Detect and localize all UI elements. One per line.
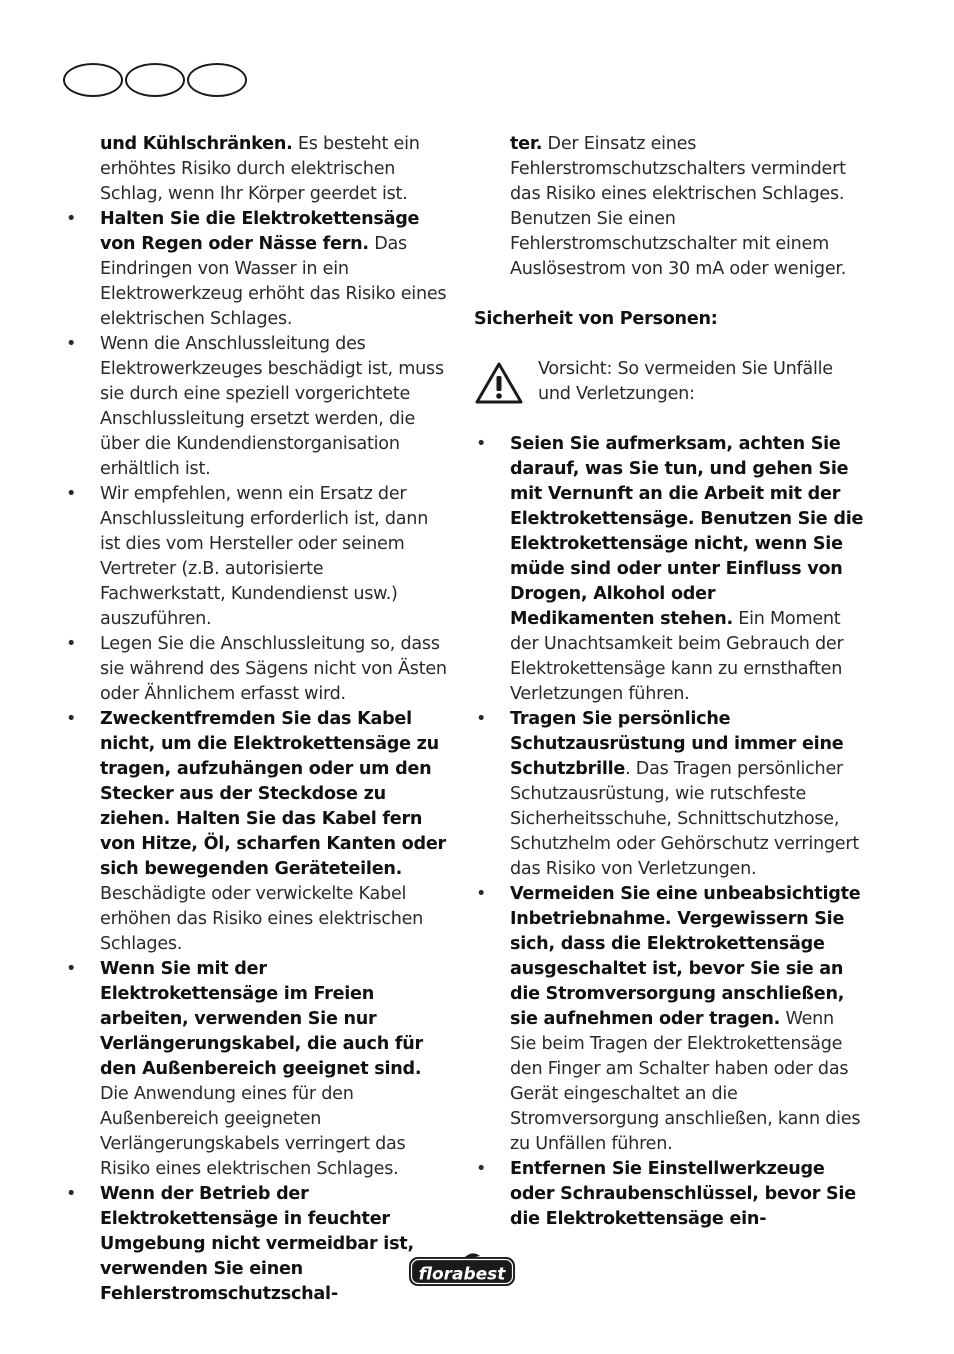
bullet: • <box>66 959 77 979</box>
bullet: • <box>476 434 487 454</box>
body-text: Der Einsatz eines Fehlerstromschutzschalters vermindert das Risiko eines elektrischen Schlages. Benutzen Sie einen Fehlerstromschutzschalter mit einem Auslösestrom von 30 mA oder weniger. <box>510 134 847 279</box>
body-text: Wir empfehlen, wenn ein Ersatz der Anschlussleitung erforderlich ist, dann ist dies vom Hersteller oder seinem Vertreter (z.B. autorisierte Fachwerkstatt, Kundendienst usw.) auszuführen. <box>100 484 429 629</box>
list-item <box>64 482 450 632</box>
logo-text: florabest <box>418 1264 506 1285</box>
left-column <box>64 132 450 1307</box>
list-item <box>64 1182 450 1307</box>
spacer <box>474 332 864 357</box>
list-item <box>64 332 450 482</box>
list-item <box>64 957 450 1182</box>
list-item <box>474 882 864 1157</box>
bullet: • <box>476 709 487 729</box>
bold-lead: Wenn der Betrieb der Elektrokettensäge in feuchter Umgebung nicht vermeidbar ist, verwenden Sie einen Fehlerstromschutzschal- <box>100 1184 414 1304</box>
bullet: • <box>66 334 77 354</box>
list-item <box>64 707 450 957</box>
bold-lead: Wenn Sie mit der Elektrokettensäge im Freien arbeiten, verwenden Sie nur Verlängerungskabel, die auch für den Außenbereich geeignet sind. <box>100 959 423 1079</box>
florabest-logo <box>406 1252 518 1290</box>
list-item <box>474 707 864 882</box>
body-text: Wenn Sie beim Tragen der Elektrokettensäge den Finger am Schalter haben oder das Gerät eingeschaltet an die Stromversorgung anschließen, kann dies zu Unfällen führen. <box>510 1009 861 1154</box>
bold-lead: Zweckentfremden Sie das Kabel nicht, um die Elektrokettensäge zu tragen, aufzuhängen oder um den Stecker aus der Steckdose zu ziehen. Halten Sie das Kabel fern von Hitze, Öl, scharfen Kanten oder sich bewegenden Geräteteilen. <box>100 709 446 879</box>
warning-box <box>474 357 864 407</box>
bold-lead: Vermeiden Sie eine unbeabsichtigte Inbetriebnahme. Vergewissern Sie sich, dass die Elektrokettensäge ausgeschaltet ist, bevor Sie sie an die Stromversorgung anschließen, sie aufnehmen oder tragen. <box>510 884 861 1029</box>
list-item <box>474 432 864 707</box>
list-item <box>474 1157 864 1232</box>
bold-lead: Entfernen Sie Einstellwerkzeuge oder Schraubenschlüssel, bevor Sie die Elektrokettensäge ein- <box>510 1159 856 1229</box>
bullet: • <box>66 634 77 654</box>
language-oval-3 <box>187 63 247 97</box>
bold-lead: Halten Sie die Elektrokettensäge von Regen oder Nässe fern. <box>100 209 420 254</box>
bold-lead: ter. <box>510 134 543 154</box>
language-oval-1 <box>63 63 123 97</box>
continuation-paragraph <box>474 132 864 282</box>
bullet: • <box>66 1184 77 1204</box>
body-text: Das Eindringen von Wasser in ein Elektrowerkzeug erhöht das Risiko eines elektrischen Schlages. <box>100 234 447 329</box>
body-text: Legen Sie die Anschlussleitung so, dass sie während des Sägens nicht von Ästen oder Ähnlichem erfasst wird. <box>100 634 447 704</box>
body-text: . Das Tragen persönlicher Schutzausrüstung, wie rutschfeste Sicherheitsschuhe, Schnittschutzhose, Schutzhelm oder Gehörschutz verringert das Risiko von Verletzungen. <box>510 759 859 879</box>
list-item <box>64 207 450 332</box>
bullet: • <box>476 884 487 904</box>
spacer <box>474 407 864 432</box>
body-text: Wenn die Anschlussleitung des Elektrowerkzeuges beschädigt ist, muss sie durch eine speziell vorgerichtete Anschlussleitung ersetzt werden, die über die Kundendienstorganisation erhältlich ist. <box>100 334 444 479</box>
bullet: • <box>66 484 77 504</box>
body-text: Es besteht ein erhöhtes Risiko durch elektrischen Schlag, wenn Ihr Körper geerdet ist. <box>100 134 420 204</box>
language-oval-2 <box>125 63 185 97</box>
bold-lead: und Kühlschränken. <box>100 134 293 154</box>
continuation-paragraph <box>64 132 450 207</box>
spacer <box>474 282 864 307</box>
bold-lead: Tragen Sie persönliche Schutzausrüstung und immer eine Schutzbrille <box>510 709 844 779</box>
bullet: • <box>66 709 77 729</box>
list-item <box>64 632 450 707</box>
bullet: • <box>66 209 77 229</box>
body-text: Ein Moment der Unachtsamkeit beim Gebrauch der Elektrokettensäge kann zu ernsthaften Verletzungen führen. <box>510 609 844 704</box>
body-text: Beschädigte oder verwickelte Kabel erhöhen das Risiko eines elektrischen Schlages. <box>100 884 424 954</box>
warning-text: Vorsicht: So vermeiden Sie Unfälle und Verletzungen: <box>538 359 833 404</box>
body-text: Die Anwendung eines für den Außenbereich geeigneten Verlängerungskabels verringert das Risiko eines elektrischen Schlages. <box>100 1084 406 1179</box>
right-column <box>474 132 864 1232</box>
language-ovals <box>63 63 247 97</box>
warning-triangle-icon <box>474 361 524 405</box>
section-heading: Sicherheit von Personen: <box>474 309 718 329</box>
bullet: • <box>476 1159 487 1179</box>
bold-lead: Seien Sie aufmerksam, achten Sie darauf, was Sie tun, und gehen Sie mit Vernunft an die Arbeit mit der Elektrokettensäge. Benutzen Sie die Elektrokettensäge nicht, wenn Sie müde sind oder unter Einfluss von Drogen, Alkohol oder Medikamenten stehen. <box>510 434 864 629</box>
